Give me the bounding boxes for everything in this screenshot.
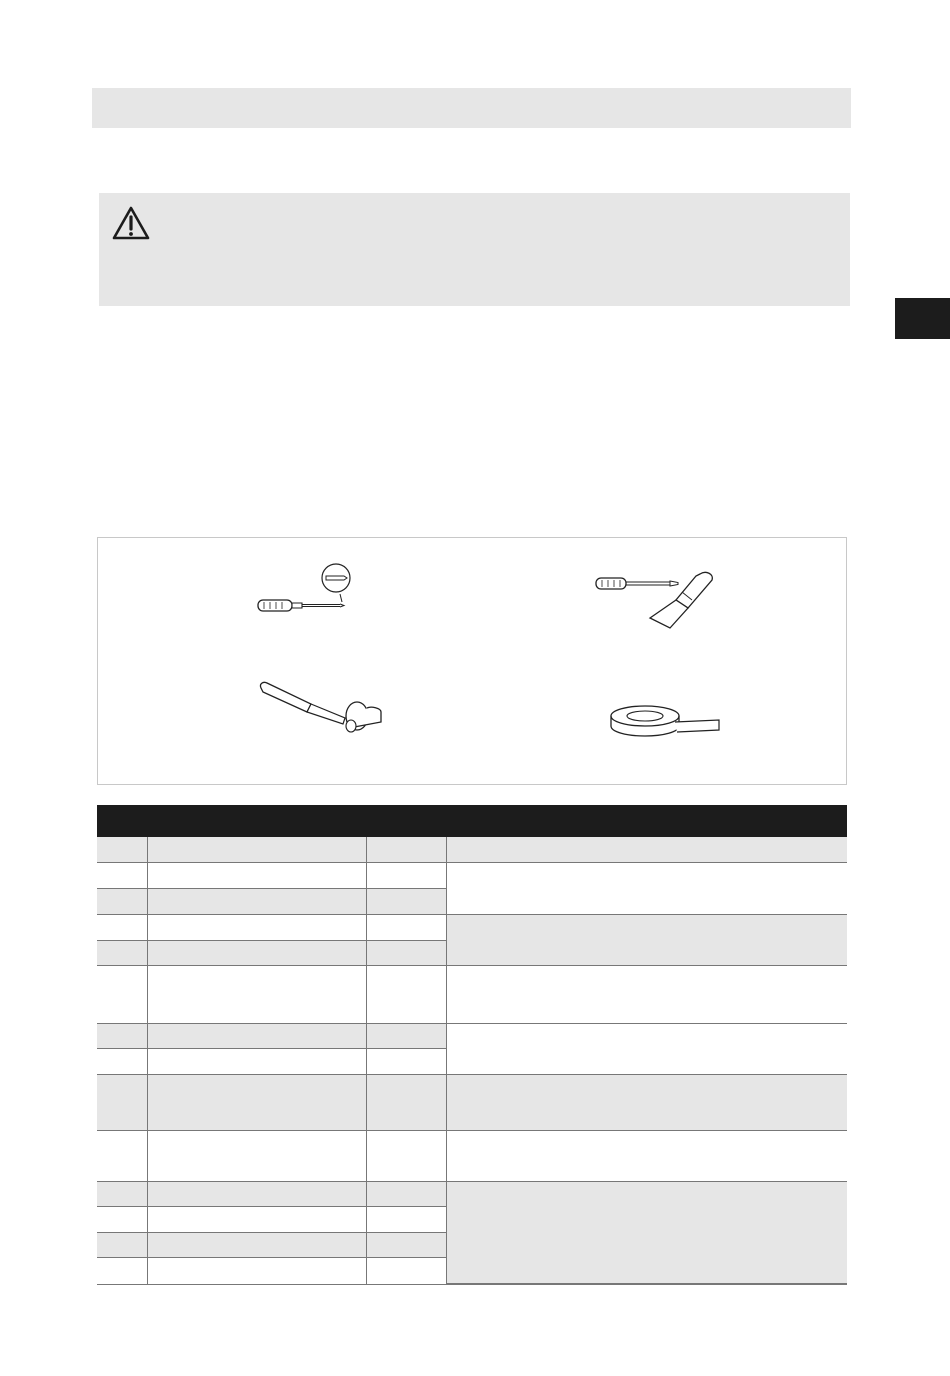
- table-cell: [366, 1131, 446, 1182]
- table-cell: [366, 915, 446, 941]
- table-description-cell: [446, 1075, 847, 1131]
- table-description-cell: [446, 1024, 847, 1075]
- insulating-tape-icon: [603, 696, 733, 746]
- table-cell: [147, 1182, 366, 1207]
- table-cell: [147, 1207, 366, 1233]
- table-cell: [97, 1207, 147, 1233]
- table-cell: [97, 1182, 147, 1207]
- table-cell: [147, 1024, 366, 1049]
- table-cell: [97, 889, 147, 915]
- table-description-cell: [446, 863, 847, 915]
- table-cell: [366, 837, 446, 863]
- section-header: [92, 88, 851, 128]
- table-cell: [366, 941, 446, 966]
- warning-triangle-icon: [111, 205, 151, 241]
- mallet-icon: [253, 678, 393, 738]
- table-cell: [366, 966, 446, 1024]
- table-cell: [147, 889, 366, 915]
- table-cell: [147, 915, 366, 941]
- table-cell: [97, 1233, 147, 1258]
- table-cell: [366, 1233, 446, 1258]
- table-cell: [366, 889, 446, 915]
- table-cell: [147, 863, 366, 889]
- table-cell: [147, 941, 366, 966]
- table-cell: [97, 1075, 147, 1131]
- table-cell: [366, 1075, 446, 1131]
- table-cell: [97, 941, 147, 966]
- table-cell: [366, 1049, 446, 1075]
- table-cell: [366, 1258, 446, 1284]
- table-cell: [97, 1024, 147, 1049]
- table-cell: [147, 837, 366, 863]
- table-description-cell: [446, 1182, 847, 1284]
- table-description-cell: [446, 1131, 847, 1182]
- table-description-cell: [446, 966, 847, 1024]
- chapter-tab: [895, 298, 950, 339]
- table-header: [97, 805, 847, 837]
- table-cell: [366, 1182, 446, 1207]
- table-cell: [366, 863, 446, 889]
- table-cell: [366, 1207, 446, 1233]
- flat-screwdriver-wire-connector-icon: [588, 566, 728, 636]
- table-cell: [97, 863, 147, 889]
- phillips-screwdriver-icon: [248, 558, 368, 628]
- table-cell: [97, 1258, 147, 1284]
- table-description-cell: [446, 915, 847, 966]
- table-cell: [97, 915, 147, 941]
- table-cell: [97, 1049, 147, 1075]
- table-cell: [147, 1075, 366, 1131]
- table-cell: [97, 1131, 147, 1182]
- table-description-cell: [446, 837, 847, 863]
- table-cell: [147, 1131, 366, 1182]
- warning-box: [99, 193, 850, 306]
- table-bottom-rule: [97, 1284, 847, 1285]
- table-cell: [97, 837, 147, 863]
- table-cell: [147, 966, 366, 1024]
- tools-panel: [97, 537, 847, 785]
- table-cell: [147, 1049, 366, 1075]
- table-cell: [147, 1258, 366, 1284]
- table-cell: [147, 1233, 366, 1258]
- table-cell: [97, 966, 147, 1024]
- table-cell: [366, 1024, 446, 1049]
